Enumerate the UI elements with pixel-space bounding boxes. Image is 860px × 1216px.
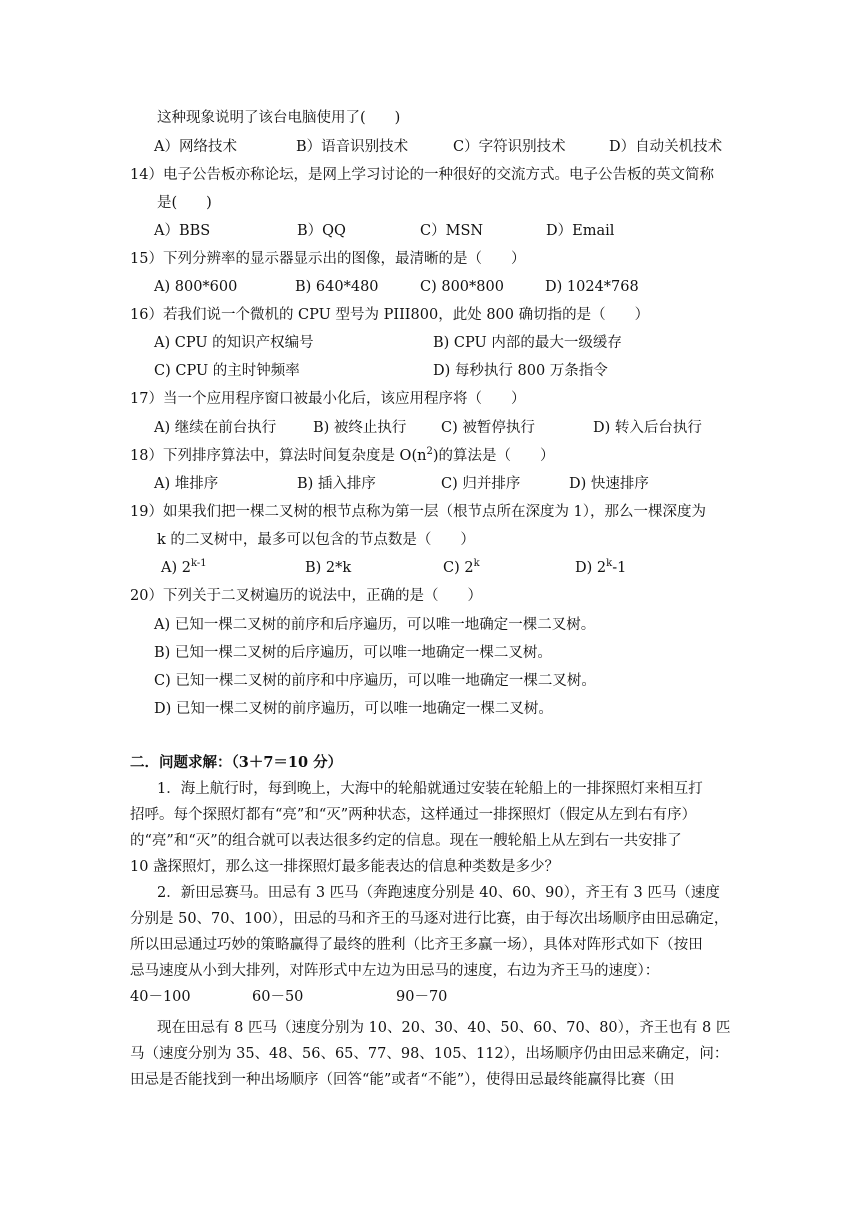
q20-option-a: A) 已知一棵二叉树的前序和后序遍历，可以唯一地确定一棵二叉树。	[154, 617, 596, 633]
problem1-line4: 10 盏探照灯，那么这一排探照灯最多能表达的信息种类数是多少？	[130, 859, 560, 875]
q16-option-b: B) CPU 内部的最大一级缓存	[433, 335, 622, 351]
q17-option-c: C) 被暂停执行	[441, 420, 535, 436]
q13-option-b: B）语音识别技术	[296, 139, 409, 155]
problem2-line5: 现在田忌有 8 匹马（速度分别为 10、20、30、40、50、60、70、80），齐王也有 8 匹	[157, 1020, 731, 1036]
q19-stem-line2: k 的二叉树中，最多可以包含的节点数是（ ）	[157, 532, 475, 548]
q19-option-d: D) 2$^k$-1	[575, 558, 627, 576]
q16-option-d: D) 每秒执行 800 万条指令	[433, 363, 608, 379]
q20-option-c: C) 已知一棵二叉树的前序和中序遍历，可以唯一地确定一棵二叉树。	[154, 673, 596, 689]
q13-option-d: D）自动关机技术	[609, 139, 723, 155]
q19-option-a: A) 2$^{k-1}$	[161, 558, 207, 576]
q16-stem: 16）若我们说一个微机的 CPU 型号为 PIII800，此处 800 确切指的是（ ）	[130, 307, 650, 323]
q16-option-a: A) CPU 的知识产权编号	[154, 335, 314, 351]
q20-option-b: B) 已知一棵二叉树的后序遍历，可以唯一地确定一棵二叉树。	[154, 645, 552, 661]
q19-stem-line1: 19）如果我们把一棵二叉树的根节点称为第一层（根节点所在深度为 1），那么一棵深度为	[130, 504, 707, 520]
problem2-line1: 2．新田忌赛马。田忌有 3 匹马（奔跑速度分别是 40、60、90），齐王有 3 匹马（速度	[157, 885, 720, 901]
problem1-line3: 的“亮”和“灭”的组合就可以表达很多约定的信息。现在一艘轮船上从左到右一共安排了	[130, 833, 682, 849]
q18-option-d: D) 快速排序	[569, 476, 649, 492]
q18-option-a: A) 堆排序	[154, 476, 219, 492]
q15-option-c: C) 800*800	[420, 279, 504, 295]
q14-stem-line2: 是( )	[157, 195, 212, 211]
q15-option-d: D) 1024*768	[545, 279, 639, 295]
q13-option-c: C）字符识别技术	[453, 139, 566, 155]
q14-option-b: B）QQ	[297, 223, 346, 239]
q19-option-c: C) 2$^k$	[443, 558, 480, 576]
matchup-2: 60－50	[252, 989, 304, 1005]
q18-option-b: B) 插入排序	[297, 476, 376, 492]
q16-option-c: C) CPU 的主时钟频率	[154, 363, 300, 379]
q18-stem: 18）下列排序算法中，算法时间复杂度是 $O(n^2)$的算法是（ ）	[130, 446, 555, 464]
q17-option-d: D) 转入后台执行	[593, 420, 702, 436]
q14-option-a: A）BBS	[154, 223, 211, 239]
q13-stem: 这种现象说明了该台电脑使用了( )	[157, 110, 401, 126]
problem2-line2: 分别是 50、70、100），田忌的马和齐王的马逐对进行比赛，由于每次出场顺序由田忌确定，	[130, 911, 729, 927]
q17-stem: 17）当一个应用程序窗口被最小化后，该应用程序将（ ）	[130, 391, 526, 407]
matchup-3: 90－70	[396, 989, 448, 1005]
q17-option-b: B) 被终止执行	[313, 420, 407, 436]
q17-option-a: A) 继续在前台执行	[154, 420, 277, 436]
q15-option-a: A) 800*600	[154, 279, 238, 295]
problem2-line7: 田忌是否能找到一种出场顺序（回答“能”或者“不能”），使得田忌最终能赢得比赛（田	[130, 1072, 675, 1088]
q15-stem: 15）下列分辨率的显示器显示出的图像，最清晰的是（ ）	[130, 251, 526, 267]
q19-option-b: B) 2*k	[305, 560, 352, 576]
problem1-line1: 1．海上航行时，每到晚上，大海中的轮船就通过安装在轮船上的一排探照灯来相互打	[157, 781, 703, 797]
q14-option-d: D）Email	[546, 223, 615, 239]
problem2-line6: 马（速度分别为 35、48、56、65、77、98、105、112），出场顺序仍由田忌来确定，问：	[130, 1046, 729, 1062]
problem2-line4: 忌马速度从小到大排列，对阵形式中左边为田忌马的速度，右边为齐王马的速度）：	[130, 963, 660, 979]
q15-option-b: B) 640*480	[295, 279, 379, 295]
problem1-line2: 招呼。每个探照灯都有“亮”和“灭”两种状态，这样通过一排探照灯（假定从左到右有序）	[130, 807, 697, 823]
problem2-line3: 所以田忌通过巧妙的策略赢得了最终的胜利（比齐王多赢一场），具体对阵形式如下（按田	[130, 937, 703, 953]
q13-option-a: A）网络技术	[154, 139, 237, 155]
q18-option-c: C) 归并排序	[441, 476, 521, 492]
q20-stem: 20）下列关于二叉树遍历的说法中，正确的是（ ）	[130, 588, 482, 604]
matchup-1: 40－100	[130, 989, 191, 1005]
q20-option-d: D) 已知一棵二叉树的前序遍历，可以唯一地确定一棵二叉树。	[154, 701, 553, 717]
q14-option-c: C）MSN	[420, 223, 484, 239]
q14-stem-line1: 14）电子公告板亦称论坛，是网上学习讨论的一种很好的交流方式。电子公告板的英文简称	[130, 167, 714, 183]
section-heading: 二．问题求解：（3＋7＝10 分）	[130, 754, 343, 771]
